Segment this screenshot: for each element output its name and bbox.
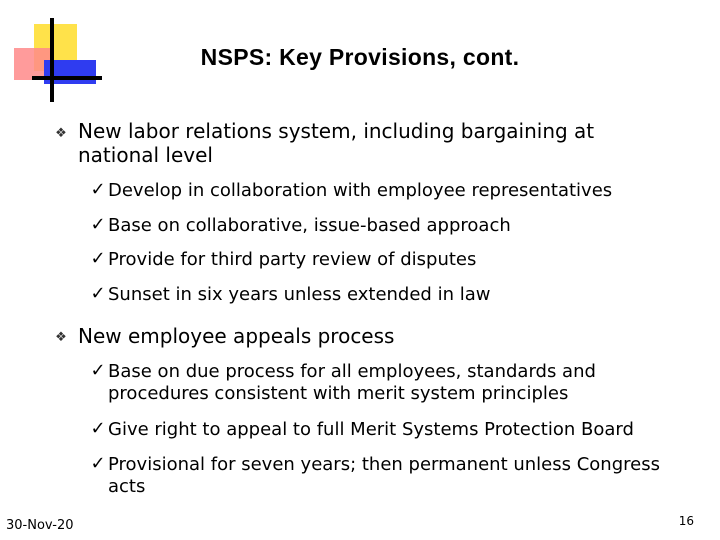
slide-title: NSPS: Key Provisions, cont. — [200, 44, 520, 70]
subitem-sunset: Sunset in six years unless extended in law — [108, 284, 491, 305]
checkmark-icon: ✓ — [90, 179, 106, 200]
checkmark-icon: ✓ — [90, 248, 106, 269]
checkmark-icon: ✓ — [90, 214, 106, 235]
footer-date: 30-Nov-20 — [6, 518, 74, 533]
checkmark-icon: ✓ — [90, 453, 106, 474]
subitem-third-party: Provide for third party review of disputes — [108, 249, 477, 270]
subitem-due-process: Base on due process for all employees, standards and procedures consistent with merit system principles — [108, 361, 596, 404]
page-number: 16 — [678, 514, 694, 528]
diamond-bullet-icon: ❖ — [55, 330, 67, 345]
subitem-base-collaborative: Base on collaborative, issue-based approach — [108, 215, 511, 236]
checkmark-icon: ✓ — [90, 283, 106, 304]
subitem-develop: Develop in collaboration with employee representatives — [108, 180, 613, 201]
checkmark-icon: ✓ — [90, 418, 106, 439]
diamond-bullet-icon: ❖ — [55, 126, 67, 141]
subitem-provisional: Provisional for seven years; then permanent unless Congress acts — [108, 454, 660, 497]
bullet-text-appeals: New employee appeals process — [78, 324, 395, 348]
subitem-right-to-appeal: Give right to appeal to full Merit Systems Protection Board — [108, 419, 634, 440]
bullet-text-labor-relations: New labor relations system, including bargaining at national level — [78, 119, 595, 167]
checkmark-icon: ✓ — [90, 360, 106, 381]
